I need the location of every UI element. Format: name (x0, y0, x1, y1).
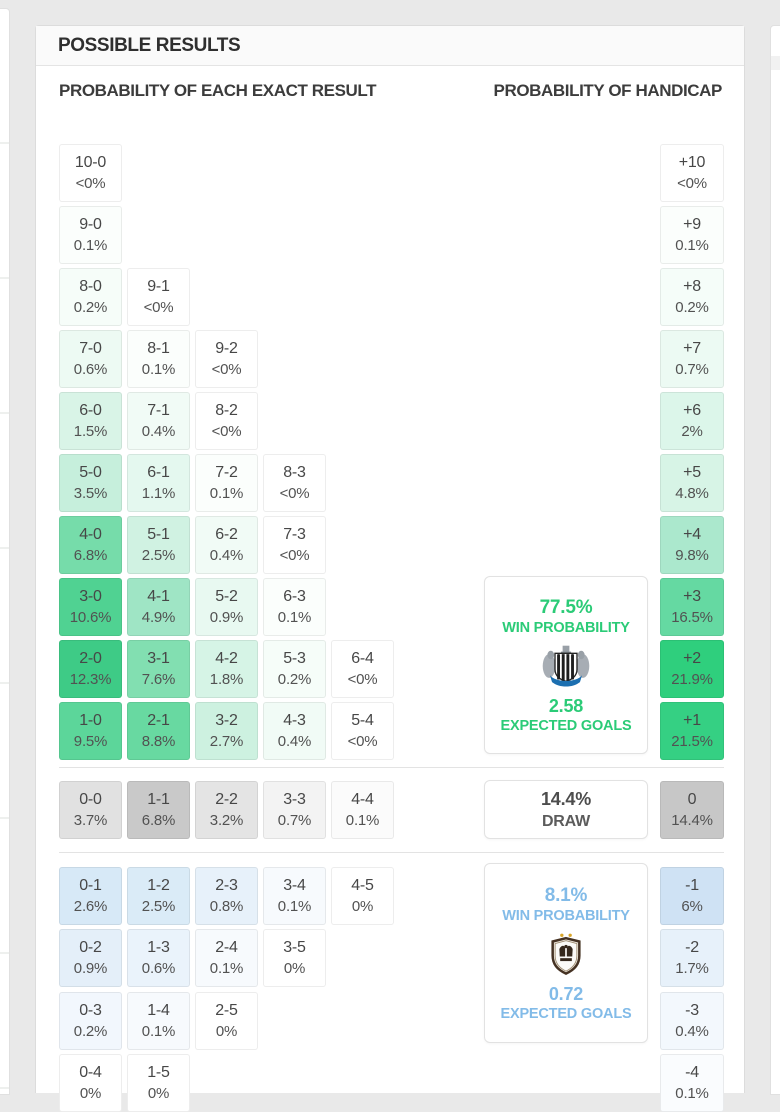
cell-score: 9-1 (147, 278, 170, 296)
cell-score: 0 (687, 791, 697, 809)
cell-probability: 12.3% (69, 670, 112, 688)
score-cell-1-2 (127, 867, 190, 925)
cell-score: 6-1 (147, 464, 170, 482)
handicap-cell--2 (660, 929, 724, 987)
score-cell-3-4 (263, 867, 326, 925)
score-cell-1-3 (127, 929, 190, 987)
cell-score: +3 (683, 588, 701, 606)
cell-score: 7-2 (215, 464, 238, 482)
cell-score: 3-0 (79, 588, 102, 606)
score-cell-4-1 (127, 578, 190, 636)
cell-score: 4-5 (351, 877, 374, 895)
exact-result-column-header: PROBABILITY OF EACH EXACT RESULT (59, 81, 377, 100)
home-expected-goals-value: 2.58 (548, 695, 584, 716)
cell-score: 0-3 (79, 1002, 102, 1020)
cell-score: 4-1 (147, 588, 170, 606)
cell-probability: 0.7% (675, 360, 709, 378)
score-cell-7-1 (127, 392, 190, 450)
score-cell-5-2 (195, 578, 258, 636)
handicap-cell-+7 (660, 330, 724, 388)
score-cell-0-3 (59, 992, 122, 1050)
score-cell-1-4 (127, 992, 190, 1050)
cell-score: 2-4 (215, 939, 238, 957)
cell-score: 3-5 (283, 939, 306, 957)
cell-score: 3-1 (147, 650, 170, 668)
cell-probability: 16.5% (671, 608, 713, 626)
cell-score: -4 (685, 1064, 699, 1082)
cell-probability: 0.1% (675, 1084, 709, 1102)
handicap-cell-+8 (660, 268, 724, 326)
score-cell-1-5 (127, 1054, 190, 1112)
cell-probability: <0% (677, 174, 707, 192)
handicap-cell-+4 (660, 516, 724, 574)
cell-score: 0-2 (79, 939, 102, 957)
handicap-cell-+5 (660, 454, 724, 512)
cell-probability: 0.4% (675, 1022, 709, 1040)
cell-score: 9-2 (215, 340, 238, 358)
away-win-probability-label: WIN PROBABILITY (502, 907, 630, 924)
cell-score: 1-0 (79, 712, 102, 730)
cell-score: +4 (683, 526, 701, 544)
cell-probability: 8.8% (141, 732, 176, 750)
score-cell-7-0 (59, 330, 122, 388)
cell-probability: 1.7% (675, 959, 709, 977)
away-win-probability-value: 8.1% (544, 884, 588, 906)
away-win-summary-card (484, 863, 648, 1043)
cell-score: 6-2 (215, 526, 238, 544)
score-cell-4-2 (195, 640, 258, 698)
score-cell-2-2 (195, 781, 258, 839)
cell-score: 3-3 (283, 791, 306, 809)
cell-score: 4-2 (215, 650, 238, 668)
score-cell-4-5 (331, 867, 394, 925)
score-cell-4-3 (263, 702, 326, 760)
score-cell-3-5 (263, 929, 326, 987)
cell-score: +5 (683, 464, 701, 482)
cell-score: 1-1 (147, 791, 170, 809)
cell-probability: 0.2% (277, 670, 312, 688)
draw-probability-value: 14.4% (540, 788, 592, 809)
cell-probability: 2.6% (73, 897, 108, 915)
cell-probability: <0% (143, 298, 174, 316)
score-cell-2-1 (127, 702, 190, 760)
score-cell-7-3 (263, 516, 326, 574)
cell-probability: 4.9% (141, 608, 176, 626)
cell-probability: <0% (347, 732, 378, 750)
cell-score: 8-2 (215, 402, 238, 420)
cell-score: 5-1 (147, 526, 170, 544)
cell-score: 5-3 (283, 650, 306, 668)
score-cell-9-1 (127, 268, 190, 326)
cell-score: 8-3 (283, 464, 306, 482)
cell-score: 3-2 (215, 712, 238, 730)
left-adjacent-panel (0, 8, 10, 1095)
cell-probability: 0.4% (277, 732, 312, 750)
score-cell-0-2 (59, 929, 122, 987)
cell-probability: 3.2% (209, 811, 244, 829)
cell-probability: <0% (75, 174, 106, 192)
right-adjacent-panel (770, 25, 780, 1095)
cell-probability: 0.1% (345, 811, 380, 829)
cell-probability: 0.1% (73, 236, 108, 254)
score-cell-7-2 (195, 454, 258, 512)
cell-score: 5-2 (215, 588, 238, 606)
cell-probability: 0.9% (73, 959, 108, 977)
cell-score: -1 (685, 877, 699, 895)
handicap-cell--4 (660, 1054, 724, 1112)
score-cell-0-4 (59, 1054, 122, 1112)
cell-score: 2-3 (215, 877, 238, 895)
cell-score: 4-3 (283, 712, 306, 730)
handicap-cell-+1 (660, 702, 724, 760)
cell-score: +8 (683, 278, 701, 296)
cell-score: +9 (683, 216, 701, 234)
score-cell-3-1 (127, 640, 190, 698)
home-win-probability-label: WIN PROBABILITY (502, 619, 630, 636)
score-cell-6-2 (195, 516, 258, 574)
cell-score: 8-0 (79, 278, 102, 296)
cell-probability: <0% (211, 422, 242, 440)
handicap-cell-0 (660, 781, 724, 839)
home-expected-goals-label: EXPECTED GOALS (500, 717, 632, 734)
score-cell-5-4 (331, 702, 394, 760)
cell-score: -3 (685, 1002, 699, 1020)
cell-score: +10 (678, 154, 706, 172)
cell-probability: 0% (215, 1022, 238, 1040)
cell-score: 0-4 (79, 1064, 102, 1082)
cell-probability: 0.1% (141, 1022, 176, 1040)
cell-probability: 0% (79, 1084, 102, 1102)
cell-score: 2-2 (215, 791, 238, 809)
cell-probability: 0.4% (209, 546, 244, 564)
score-cell-8-2 (195, 392, 258, 450)
cell-probability: 0.1% (209, 959, 244, 977)
cell-score: +2 (683, 650, 701, 668)
handicap-cell-+6 (660, 392, 724, 450)
cell-probability: 4.8% (675, 484, 709, 502)
score-cell-3-2 (195, 702, 258, 760)
cell-probability: 1.8% (209, 670, 244, 688)
cell-probability: 0.1% (209, 484, 244, 502)
score-cell-5-0 (59, 454, 122, 512)
cell-score: 10-0 (74, 154, 107, 172)
cell-score: 7-1 (147, 402, 170, 420)
score-cell-4-0 (59, 516, 122, 574)
home-win-probability-value: 77.5% (539, 596, 593, 618)
cell-score: 7-0 (79, 340, 102, 358)
score-cell-6-1 (127, 454, 190, 512)
cell-probability: 21.5% (671, 732, 713, 750)
cell-probability: 3.5% (73, 484, 108, 502)
cell-score: 5-0 (79, 464, 102, 482)
score-cell-2-5 (195, 992, 258, 1050)
cell-score: 6-3 (283, 588, 306, 606)
handicap-cell-+2 (660, 640, 724, 698)
score-cell-5-1 (127, 516, 190, 574)
cell-probability: 0.7% (277, 811, 312, 829)
cell-probability: 0% (147, 1084, 170, 1102)
cell-probability: 0.1% (277, 608, 312, 626)
panel-header (36, 26, 744, 66)
cell-probability: 1.1% (141, 484, 176, 502)
cell-probability: 0.6% (141, 959, 176, 977)
cell-probability: 0.1% (277, 897, 312, 915)
score-cell-4-4 (331, 781, 394, 839)
score-cell-6-4 (331, 640, 394, 698)
score-cell-1-0 (59, 702, 122, 760)
cell-score: +6 (683, 402, 701, 420)
cell-probability: <0% (279, 546, 310, 564)
cell-probability: 0.9% (209, 608, 244, 626)
cell-probability: 0.1% (141, 360, 176, 378)
cell-score: +7 (683, 340, 701, 358)
cell-score: +1 (683, 712, 701, 730)
handicap-cell-+9 (660, 206, 724, 264)
cell-score: 4-0 (79, 526, 102, 544)
score-cell-10-0 (59, 144, 122, 202)
handicap-cell--3 (660, 992, 724, 1050)
cell-probability: 0.2% (73, 298, 108, 316)
score-cell-8-1 (127, 330, 190, 388)
cell-probability: 6.8% (73, 546, 108, 564)
cell-probability: 2.7% (209, 732, 244, 750)
cell-probability: 9.8% (675, 546, 709, 564)
cell-score: 3-4 (283, 877, 306, 895)
section-divider-top (59, 767, 724, 768)
cell-probability: 0.2% (675, 298, 709, 316)
cell-score: 4-4 (351, 791, 374, 809)
cell-probability: 2.5% (141, 897, 176, 915)
cell-probability: 0.1% (675, 236, 709, 254)
score-cell-2-4 (195, 929, 258, 987)
score-cell-1-1 (127, 781, 190, 839)
handicap-cell-+10 (660, 144, 724, 202)
cell-score: 9-0 (79, 216, 102, 234)
score-cell-2-0 (59, 640, 122, 698)
cell-score: 6-4 (351, 650, 374, 668)
cell-probability: 0.2% (73, 1022, 108, 1040)
cell-score: 0-1 (79, 877, 102, 895)
cell-score: 6-0 (79, 402, 102, 420)
cell-probability: 7.6% (141, 670, 176, 688)
cell-score: 1-3 (147, 939, 170, 957)
cell-score: 5-4 (351, 712, 374, 730)
cell-probability: <0% (347, 670, 378, 688)
handicap-cell-+3 (660, 578, 724, 636)
possible-results-panel (35, 25, 745, 1102)
newcastle-crest-icon (540, 644, 592, 688)
cell-probability: <0% (279, 484, 310, 502)
score-cell-6-0 (59, 392, 122, 450)
draw-summary-card (484, 780, 648, 839)
cell-score: 1-5 (147, 1064, 170, 1082)
away-expected-goals-label: EXPECTED GOALS (500, 1005, 632, 1022)
score-cell-8-3 (263, 454, 326, 512)
cell-score: 0-0 (79, 791, 102, 809)
score-cell-2-3 (195, 867, 258, 925)
score-cell-8-0 (59, 268, 122, 326)
cell-score: 2-5 (215, 1002, 238, 1020)
score-cell-6-3 (263, 578, 326, 636)
cell-probability: 6.8% (141, 811, 176, 829)
score-cell-3-0 (59, 578, 122, 636)
draw-label: DRAW (541, 812, 591, 830)
cell-probability: 2% (681, 422, 703, 440)
cell-probability: 2.5% (141, 546, 176, 564)
cell-score: 2-1 (147, 712, 170, 730)
handicap-cell--1 (660, 867, 724, 925)
cell-probability: 14.4% (671, 811, 713, 829)
score-cell-9-2 (195, 330, 258, 388)
panel-title: POSSIBLE RESULTS (58, 35, 241, 56)
cell-probability: 1.5% (73, 422, 108, 440)
cell-score: 1-4 (147, 1002, 170, 1020)
cell-score: -2 (685, 939, 699, 957)
score-cell-9-0 (59, 206, 122, 264)
cell-probability: 21.9% (671, 670, 713, 688)
section-divider-bottom (59, 852, 724, 853)
cell-probability: 0.6% (73, 360, 108, 378)
cell-probability: 10.6% (69, 608, 112, 626)
right-adjacent-panel-header (771, 56, 780, 70)
qarabag-crest-icon (546, 932, 586, 976)
score-cell-0-0 (59, 781, 122, 839)
away-expected-goals-value: 0.72 (548, 983, 584, 1004)
score-cell-0-1 (59, 867, 122, 925)
handicap-column-header: PROBABILITY OF HANDICAP (493, 81, 722, 100)
cell-probability: 0.8% (209, 897, 244, 915)
cell-probability: 0% (351, 897, 374, 915)
cell-probability: <0% (211, 360, 242, 378)
cell-probability: 3.7% (73, 811, 108, 829)
cell-probability: 9.5% (73, 732, 108, 750)
cell-score: 2-0 (79, 650, 102, 668)
home-win-summary-card (484, 576, 648, 754)
cell-probability: 6% (681, 897, 703, 915)
cell-probability: 0% (283, 959, 306, 977)
cell-probability: 0.4% (141, 422, 176, 440)
score-cell-3-3 (263, 781, 326, 839)
cell-score: 7-3 (283, 526, 306, 544)
score-cell-5-3 (263, 640, 326, 698)
cell-score: 8-1 (147, 340, 170, 358)
cell-score: 1-2 (147, 877, 170, 895)
